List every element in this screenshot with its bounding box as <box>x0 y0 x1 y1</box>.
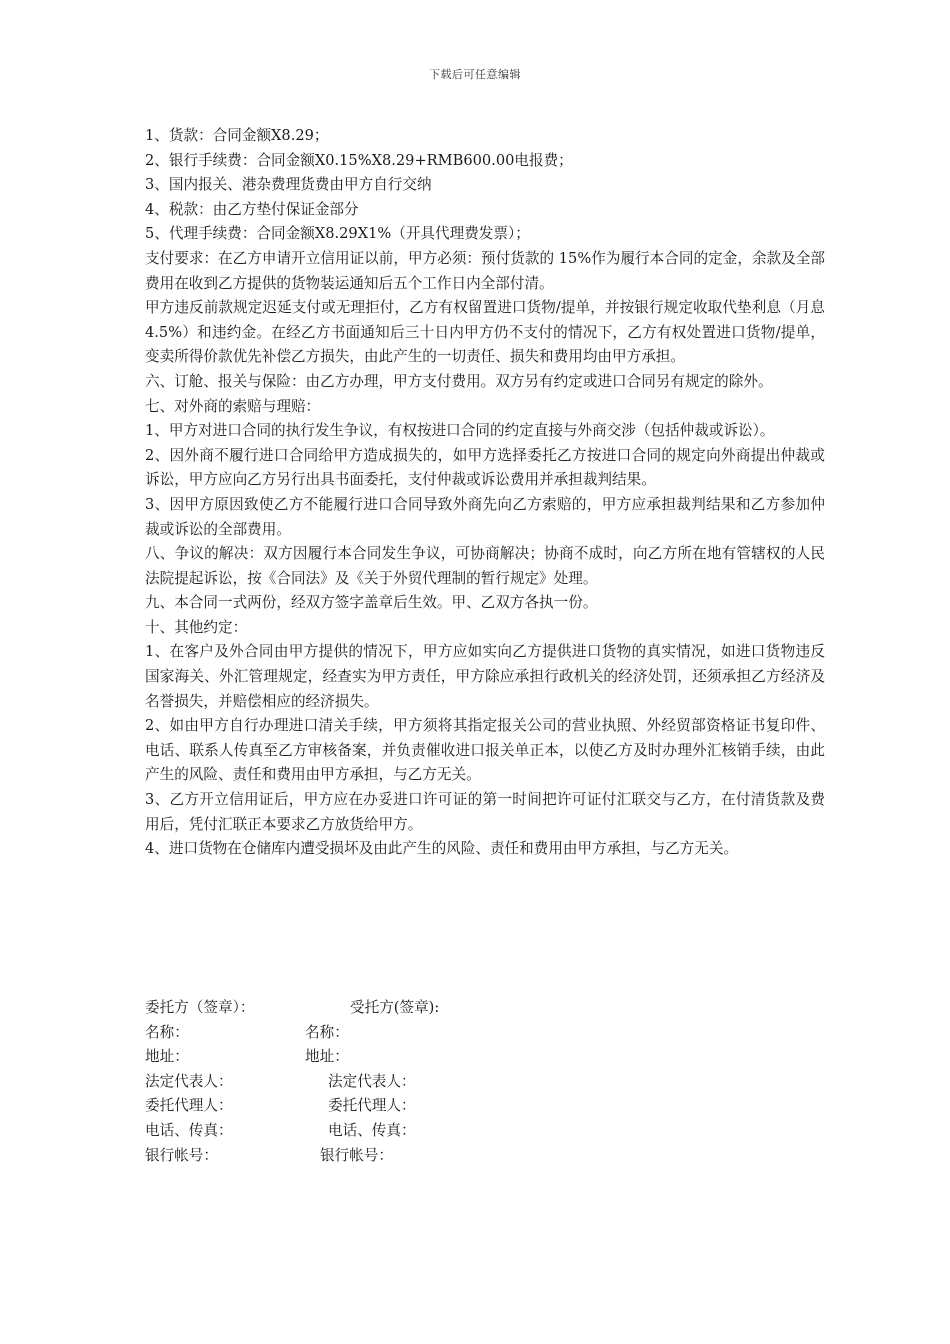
paragraph: 1、货款：合同金额X8.29； <box>145 127 329 144</box>
signature-row-address <box>145 1045 825 1070</box>
signature-row-name <box>145 1021 825 1046</box>
agent-bank-account-label: 银行帐号： <box>320 1146 393 1164</box>
paragraph: 2、因外商不履行进口合同给甲方造成损失的，如甲方选择委托乙方按进口合同的规定向外商提出仲裁或诉讼，甲方应向乙方另行出具书面委托，支付仲裁或诉讼费用并承担裁判结果。 <box>145 446 825 489</box>
principal-name-label: 名称： <box>145 1023 189 1041</box>
page-header: 下载后可任意编辑 <box>429 68 521 81</box>
paragraph: 1、在客户及外合同由甲方提供的情况下，甲方应如实向乙方提供进口货物的真实情况，如进口货物违反国家海关、外汇管理规定，经查实为甲方责任，甲方除应承担行政机关的经济处罚，还须承担乙方经济及名誉损失，并赔偿相应的经济损失。 <box>145 643 825 710</box>
signature-row-proxy <box>145 1094 825 1119</box>
principal-proxy-label: 委托代理人： <box>145 1097 233 1115</box>
section-heading: 九、本合同一式两份，经双方签字盖章后生效。甲、乙双方各执一份。 <box>145 594 598 612</box>
paragraph: 1、甲方对进口合同的执行发生争议，有权按进口合同的约定直接与外商交涉（包括仲裁或诉讼）。 <box>145 422 775 440</box>
agent-proxy-label: 委托代理人： <box>328 1097 416 1115</box>
section-heading: 六、订舱、报关与保险：由乙方办理，甲方支付费用。双方另有约定或进口合同另有规定的除外。 <box>145 372 773 390</box>
signature-row-seal <box>145 996 825 1021</box>
signature-row-legal-rep <box>145 1070 825 1095</box>
paragraph: 支付要求：在乙方申请开立信用证以前，甲方必须：预付货款的 15%作为履行本合同的定金，余款及全部费用在收到乙方提供的货物装运通知后五个工作日内全部付清。 <box>145 249 825 292</box>
principal-phone-fax-label: 电话、传真： <box>145 1121 233 1139</box>
section-heading: 七、对外商的索赔与理赔： <box>145 397 321 415</box>
signature-row-bank-account <box>145 1144 825 1169</box>
principal-address-label: 地址： <box>145 1048 189 1066</box>
paragraph: 4、进口货物在仓储库内遭受损坏及由此产生的风险、责任和费用由甲方承担，与乙方无关。 <box>145 840 739 858</box>
agent-name-label: 名称： <box>305 1023 349 1041</box>
agent-legal-rep-label: 法定代表人： <box>328 1072 416 1090</box>
agent-seal-label: 受托方(签章): <box>350 999 440 1016</box>
contract-body <box>145 124 825 862</box>
paragraph: 3、因甲方原因致使乙方不能履行进口合同导致外商先向乙方索赔的，甲方应承担裁判结果和乙方参加仲裁或诉讼的全部费用。 <box>145 495 825 538</box>
paragraph: 3、乙方开立信用证后，甲方应在办妥进口许可证的第一时间把许可证付汇联交与乙方，在付清货款及费用后，凭付汇联正本要求乙方放货给甲方。 <box>145 791 825 833</box>
paragraph: 3、国内报关、港杂费理货费由甲方自行交纳 <box>145 176 432 194</box>
principal-legal-rep-label: 法定代表人： <box>145 1072 233 1090</box>
paragraph: 5、代理手续费：合同金额X8.29X1%（开具代理费发票）； <box>145 225 530 243</box>
signature-row-phone-fax <box>145 1119 825 1144</box>
agent-phone-fax-label: 电话、传真： <box>328 1121 416 1139</box>
paragraph: 2、银行手续费：合同金额X0.15%X8.29+RMB600.00电报费； <box>145 151 573 169</box>
section-heading: 八、争议的解决：双方因履行本合同发生争议，可协商解决；协商不成时，向乙方所在地有管辖权的人民法院提起诉讼，按《合同法》及《关于外贸代理制的暂行规定》处理。 <box>145 545 825 587</box>
principal-seal-label: 委托方（签章）： <box>145 999 255 1016</box>
signature-block <box>145 996 825 1168</box>
paragraph: 4、税款：由乙方垫付保证金部分 <box>145 200 359 218</box>
paragraph: 甲方违反前款规定迟延支付或无理拒付，乙方有权留置进口货物/提单，并按银行规定收取代垫利息（月息4.5%）和违约金。在经乙方书面通知后三十日内甲方仍不支付的情况下，乙方有权处置进口货物/提单，变卖所得价款优先补偿乙方损失，由此产生的一切责任、损失和费用均由甲方承担。 <box>145 299 825 366</box>
principal-bank-account-label: 银行帐号： <box>145 1146 218 1164</box>
section-heading: 十、其他约定： <box>145 618 248 636</box>
agent-address-label: 地址： <box>305 1048 349 1066</box>
paragraph: 2、如由甲方自行办理进口清关手续，甲方须将其指定报关公司的营业执照、外经贸部资格证书复印件、电话、联系人传真至乙方审核备案，并负责催收进口报关单正本，以使乙方及时办理外汇核销手续，由此产生的风险、责任和费用由甲方承担，与乙方无关。 <box>145 717 825 784</box>
